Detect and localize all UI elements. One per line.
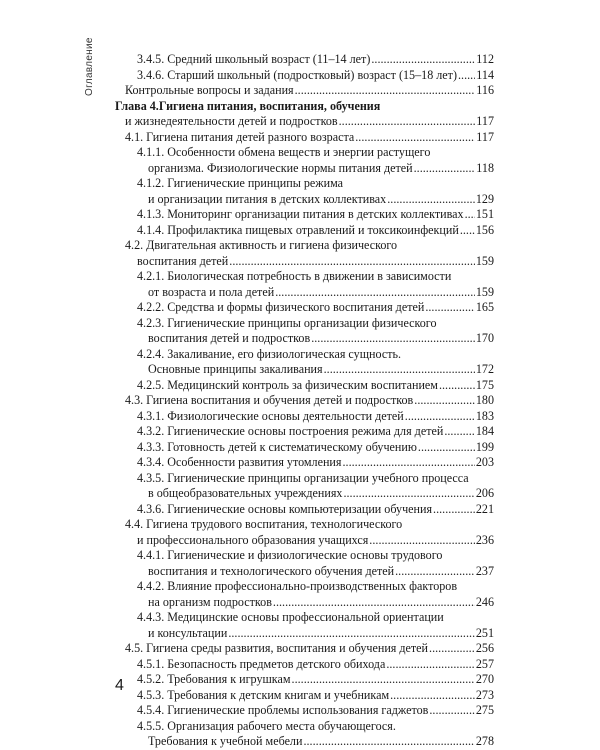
toc-leader-dots bbox=[292, 672, 475, 688]
toc-entry-title: на организм подростков bbox=[148, 594, 272, 609]
toc-leader-dots bbox=[273, 595, 475, 611]
toc-entry bbox=[115, 161, 494, 177]
toc-entry-title: 4.5.5. Организация рабочего места обучающегося. bbox=[137, 718, 396, 733]
toc-entry-title: 4.4.3. Медицинские основы профессиональной ориентации bbox=[137, 610, 444, 624]
toc-leader-dots bbox=[229, 254, 475, 270]
toc-entry bbox=[115, 207, 494, 223]
toc-page-number: 117 bbox=[476, 114, 494, 128]
toc-page-number: 180 bbox=[475, 393, 494, 407]
toc-leader-dots bbox=[228, 626, 475, 642]
toc-entry bbox=[115, 114, 494, 130]
toc-page-number: 114 bbox=[476, 67, 494, 82]
toc-entry-title: воспитания и технологического обучения детей bbox=[148, 563, 395, 578]
toc-leader-dots bbox=[275, 285, 475, 301]
toc-leader-dots bbox=[324, 362, 475, 378]
toc-entry bbox=[115, 719, 494, 735]
toc-leader-dots bbox=[386, 657, 475, 673]
toc-entry bbox=[115, 176, 494, 192]
toc-entry-title: Контрольные вопросы и задания bbox=[125, 83, 294, 97]
toc-entry bbox=[115, 502, 494, 518]
toc-entry-title: от возраста и пола детей bbox=[148, 284, 275, 299]
toc-leader-dots bbox=[429, 703, 475, 719]
toc-entry bbox=[115, 517, 494, 533]
toc-leader-dots bbox=[414, 161, 476, 177]
toc-entry bbox=[115, 393, 494, 409]
toc-entry bbox=[115, 703, 494, 719]
toc-leader-dots bbox=[339, 114, 476, 130]
toc-page-number: 172 bbox=[475, 362, 494, 376]
toc-leader-dots bbox=[429, 641, 475, 657]
toc-leader-dots bbox=[405, 409, 475, 425]
toc-entry-title: 4.5. Гигиена среды развития, воспитания и обучения детей bbox=[125, 641, 429, 655]
toc-entry-title: 4.5.2. Требования к игрушкам bbox=[137, 672, 291, 686]
toc-page-number: 159 bbox=[475, 284, 494, 299]
toc-entry bbox=[115, 316, 494, 332]
toc-entry bbox=[115, 378, 494, 394]
toc-page-number: 236 bbox=[475, 532, 494, 547]
toc-entry bbox=[115, 579, 494, 595]
toc-page-number: 112 bbox=[476, 52, 494, 66]
toc-entry bbox=[115, 130, 494, 146]
toc-entry-title: 4.1.1. Особенности обмена веществ и энергии растущего bbox=[137, 145, 431, 159]
toc-entry bbox=[115, 254, 494, 270]
toc-leader-dots bbox=[371, 52, 475, 68]
toc-entry bbox=[115, 424, 494, 440]
toc-page-number: 221 bbox=[475, 501, 494, 516]
toc-entry bbox=[115, 331, 494, 347]
toc-entry-title: 4.1. Гигиена питания детей разного возраста bbox=[125, 129, 355, 144]
toc-entry bbox=[115, 688, 494, 704]
chapter-label: Глава 4. bbox=[115, 98, 159, 113]
toc-leader-dots bbox=[343, 486, 474, 502]
toc-page-number: 257 bbox=[475, 656, 494, 671]
toc-entry-title: 4.2.1. Биологическая потребность в движении в зависимости bbox=[137, 269, 452, 283]
toc-entry bbox=[115, 641, 494, 657]
toc-entry-title: 4.5.3. Требования к детским книгам и учебникам bbox=[137, 687, 390, 702]
toc-page-number: 175 bbox=[475, 377, 494, 392]
toc-leader-dots bbox=[355, 130, 475, 146]
toc-entry bbox=[115, 409, 494, 425]
toc-entry-title: 3.4.5. Средний школьный возраст (11–14 лет) bbox=[137, 52, 371, 66]
toc-page-number: 278 bbox=[475, 734, 494, 748]
toc-page-number: 170 bbox=[475, 331, 494, 345]
toc-page-number: 183 bbox=[475, 408, 494, 423]
toc-entry bbox=[115, 223, 494, 239]
toc-leader-dots bbox=[369, 533, 475, 549]
toc-page-number: 199 bbox=[475, 439, 494, 454]
toc-entry bbox=[115, 192, 494, 208]
toc-entry-title: 4.1.2. Гигиенические принципы режима bbox=[137, 176, 344, 190]
table-of-contents bbox=[115, 52, 494, 750]
toc-leader-dots bbox=[425, 300, 475, 316]
toc-page-number: 246 bbox=[475, 594, 494, 609]
toc-leader-dots bbox=[444, 424, 475, 440]
toc-page-number: 273 bbox=[475, 687, 494, 702]
toc-entry-title: 4.5.4. Гигиенические проблемы использования гаджетов bbox=[137, 703, 429, 717]
toc-leader-dots bbox=[433, 502, 475, 518]
toc-entry-title: 4.4.2. Влияние профессионально-производственных факторов bbox=[137, 579, 458, 593]
toc-entry bbox=[115, 548, 494, 564]
toc-entry-title: и консультации bbox=[148, 625, 228, 640]
toc-leader-dots bbox=[465, 207, 475, 223]
toc-page-number: 129 bbox=[475, 191, 494, 206]
toc-entry-title: 4.1.3. Мониторинг организации питания в детских коллективах bbox=[137, 207, 464, 221]
toc-entry bbox=[115, 471, 494, 487]
toc-page-number: 251 bbox=[475, 625, 494, 640]
toc-entry bbox=[115, 455, 494, 471]
toc-entry bbox=[115, 672, 494, 688]
toc-entry bbox=[115, 99, 494, 115]
toc-page-number: 165 bbox=[475, 300, 494, 314]
toc-page-number: 203 bbox=[475, 455, 494, 469]
toc-entry bbox=[115, 486, 494, 502]
toc-page-number: 256 bbox=[475, 641, 494, 655]
toc-leader-dots bbox=[418, 440, 475, 456]
toc-leader-dots bbox=[460, 223, 475, 239]
toc-entry-title: 4.3.2. Гигиенические основы построения режима для детей bbox=[137, 424, 444, 438]
toc-entry-title: 4.1.4. Профилактика пищевых отравлений и токсикоинфекций bbox=[137, 222, 459, 237]
toc-entry-title: 4.3. Гигиена воспитания и обучения детей и подростков bbox=[125, 393, 414, 407]
toc-page-number: 237 bbox=[475, 563, 494, 578]
toc-entry bbox=[115, 564, 494, 580]
toc-leader-dots bbox=[342, 455, 474, 471]
toc-entry bbox=[115, 269, 494, 285]
page-number: 4 bbox=[115, 677, 124, 694]
toc-entry bbox=[115, 83, 494, 99]
toc-page-number: 159 bbox=[475, 253, 494, 268]
toc-entry-title: 4.2.3. Гигиенические принципы организации физического bbox=[137, 315, 437, 330]
toc-entry-title: и жизнедеятельности детей и подростков bbox=[125, 114, 338, 128]
toc-entry-title: 4.3.4. Особенности развития утомления bbox=[137, 455, 342, 469]
toc-entry bbox=[115, 238, 494, 254]
toc-entry-title: 4.3.6. Гигиенические основы компьютеризации обучения bbox=[137, 501, 433, 516]
toc-entry-title: воспитания детей и подростков bbox=[148, 331, 311, 345]
toc-page-number: 184 bbox=[475, 424, 494, 438]
toc-entry-title: 3.4.6. Старший школьный (подростковый) возраст (15–18 лет) bbox=[137, 67, 457, 82]
toc-entry bbox=[115, 440, 494, 456]
toc-entry bbox=[115, 657, 494, 673]
toc-entry-title: 4.2.4. Закаливание, его физиологическая сущность. bbox=[137, 346, 402, 361]
toc-entry-title: 4.2.2. Средства и формы физического воспитания детей bbox=[137, 300, 425, 314]
toc-entry bbox=[115, 300, 494, 316]
toc-entry bbox=[115, 285, 494, 301]
toc-entry-title: 4.5.1. Безопасность предметов детского обихода bbox=[137, 656, 386, 671]
toc-entry-title: Требования к учебной мебели bbox=[148, 734, 303, 748]
toc-entry-title: Основные принципы закаливания bbox=[148, 362, 323, 376]
toc-entry bbox=[115, 52, 494, 68]
toc-entry-title: 4.3.5. Гигиенические принципы организации учебного процесса bbox=[137, 470, 469, 485]
toc-page-number: 117 bbox=[476, 129, 494, 144]
toc-entry-title: 4.4. Гигиена трудового воспитания, технологического bbox=[125, 517, 403, 531]
toc-leader-dots bbox=[311, 331, 475, 347]
toc-entry-title: 4.3.3. Готовность детей к систематическому обучению bbox=[137, 439, 417, 454]
toc-entry bbox=[115, 145, 494, 161]
toc-entry-title: воспитания детей bbox=[137, 253, 229, 268]
toc-entry bbox=[115, 68, 494, 84]
toc-page-number: 151 bbox=[475, 207, 494, 221]
toc-entry-title: и организации питания в детских коллективах bbox=[148, 191, 387, 206]
toc-entry bbox=[115, 595, 494, 611]
toc-entry-title: 4.4.1. Гигиенические и физиологические основы трудового bbox=[137, 548, 443, 562]
toc-leader-dots bbox=[390, 688, 475, 704]
toc-page-number: 206 bbox=[475, 486, 494, 500]
toc-page-number: 118 bbox=[476, 160, 494, 175]
chapter-title: Гигиена питания, воспитания, обучения bbox=[158, 98, 381, 113]
toc-entry-title: 4.3.1. Физиологические основы деятельности детей bbox=[137, 408, 404, 423]
toc-entry bbox=[115, 734, 494, 750]
toc-entry-title: в общеобразовательных учреждениях bbox=[148, 486, 343, 500]
toc-entry-title: и профессионального образования учащихся bbox=[137, 532, 369, 547]
toc-entry-title: организма. Физиологические нормы питания детей bbox=[148, 160, 413, 175]
toc-entry-title: 4.2. Двигательная активность и гигиена физического bbox=[125, 238, 398, 252]
toc-entry bbox=[115, 533, 494, 549]
toc-page-number: 275 bbox=[475, 703, 494, 717]
toc-leader-dots bbox=[439, 378, 475, 394]
toc-leader-dots bbox=[303, 734, 474, 750]
toc-entry bbox=[115, 347, 494, 363]
toc-entry bbox=[115, 362, 494, 378]
toc-page-number: 156 bbox=[475, 222, 494, 237]
section-side-label: Оглавление bbox=[84, 37, 95, 96]
toc-entry-title: 4.2.5. Медицинский контроль за физическим воспитанием bbox=[137, 377, 438, 392]
toc-leader-dots bbox=[414, 393, 475, 409]
toc-page-number: 116 bbox=[476, 83, 494, 97]
toc-leader-dots bbox=[387, 192, 475, 208]
toc-entry bbox=[115, 610, 494, 626]
toc-leader-dots bbox=[395, 564, 475, 580]
toc-leader-dots bbox=[295, 83, 476, 99]
toc-entry bbox=[115, 626, 494, 642]
toc-page-number: 270 bbox=[475, 672, 494, 686]
toc-leader-dots bbox=[458, 68, 475, 84]
